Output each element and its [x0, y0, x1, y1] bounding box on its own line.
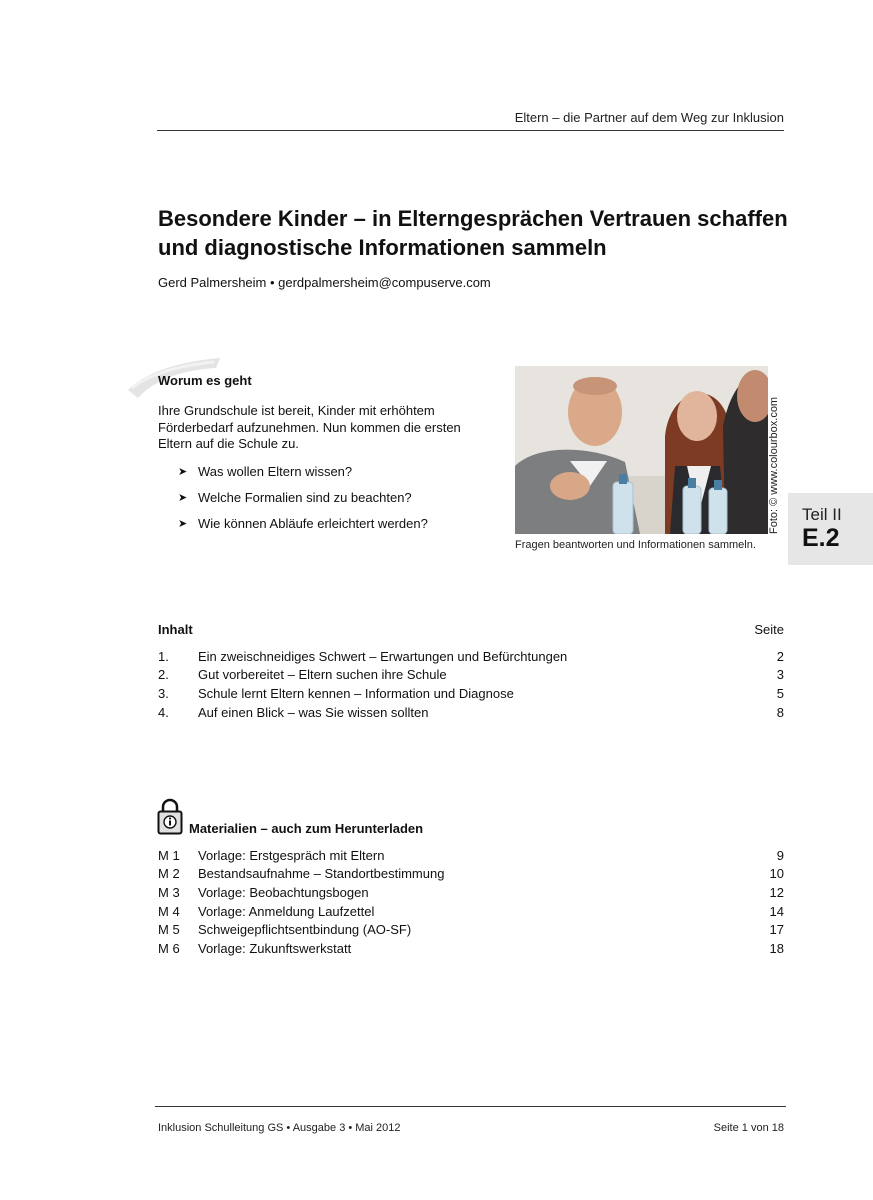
lock-info-icon — [157, 798, 183, 835]
material-page: 18 — [769, 941, 784, 956]
material-row — [158, 866, 784, 884]
material-text: Vorlage: Erstgespräch mit Eltern — [198, 848, 385, 863]
material-row — [158, 904, 784, 922]
toc-page-heading: Seite — [754, 622, 784, 637]
materials-heading: Materialien – auch zum Herunterladen — [189, 821, 424, 836]
section-part: Teil II — [802, 505, 842, 524]
material-text: Vorlage: Zukunftswerkstatt — [198, 941, 352, 956]
bullet-text: Was wollen Eltern wissen? — [198, 464, 353, 479]
toc-heading: Inhalt — [158, 622, 193, 637]
intro-heading: Worum es geht — [158, 373, 252, 388]
material-page: 14 — [769, 904, 784, 919]
toc-number: 2. — [158, 667, 169, 682]
page-title: Besondere Kinder – in Elterngesprächen Vertrauen schaffen und diagnostische Informationen sammeln — [158, 206, 788, 260]
material-text: Vorlage: Beobachtungsbogen — [198, 885, 369, 900]
footer-page-info: Seite 1 von 18 — [713, 1122, 784, 1134]
material-text: Vorlage: Anmeldung Laufzettel — [198, 904, 375, 919]
material-page: 9 — [776, 848, 784, 863]
author-line: Gerd Palmersheim • gerdpalmersheim@compuserve.com — [158, 275, 491, 290]
material-page: 10 — [769, 866, 784, 881]
meeting-photo — [515, 366, 768, 534]
bullet-text: Wie können Abläufe erleichtert werden? — [198, 516, 428, 531]
header-rule — [157, 130, 784, 131]
toc-text: Schule lernt Eltern kennen – Information und Diagnose — [198, 686, 514, 701]
arrowhead-icon: ➤ — [178, 492, 188, 504]
toc-row — [158, 686, 784, 704]
material-number: M 4 — [158, 904, 180, 919]
toc-page: 2 — [776, 649, 784, 664]
material-row — [158, 848, 784, 866]
toc-page: 5 — [776, 686, 784, 701]
intro-text: Ihre Grundschule ist bereit, Kinder mit erhöhtem Förderbedarf aufzunehmen. Nun kommen die ersten Eltern auf die Schule zu. — [158, 403, 461, 451]
arrowhead-icon: ➤ — [178, 518, 188, 530]
toc-number: 1. — [158, 649, 169, 664]
material-row — [158, 922, 784, 940]
toc-text: Ein zweischneidiges Schwert – Erwartungen und Befürchtungen — [198, 649, 568, 664]
toc-page: 3 — [776, 667, 784, 682]
material-row — [158, 885, 784, 903]
running-header: Eltern – die Partner auf dem Weg zur Inklusion — [514, 110, 784, 125]
material-number: M 3 — [158, 885, 180, 900]
material-number: M 6 — [158, 941, 180, 956]
toc-row — [158, 667, 784, 685]
toc-page: 8 — [776, 705, 784, 720]
footer-publication: Inklusion Schulleitung GS • Ausgabe 3 • Mai 2012 — [158, 1122, 401, 1134]
material-text: Schweigepflichtsentbindung (AO-SF) — [198, 922, 412, 937]
section-tab — [788, 493, 873, 565]
list-item — [178, 516, 428, 542]
bullet-text: Welche Formalien sind zu beachten? — [198, 490, 412, 505]
toc-number: 3. — [158, 686, 169, 701]
footer-rule — [155, 1106, 786, 1107]
toc-number: 4. — [158, 705, 169, 720]
material-number: M 2 — [158, 866, 180, 881]
material-row — [158, 941, 784, 959]
toc-row — [158, 649, 784, 667]
material-number: M 1 — [158, 848, 180, 863]
toc-text: Auf einen Blick – was Sie wissen sollten — [198, 705, 429, 720]
material-number: M 5 — [158, 922, 180, 937]
material-page: 12 — [769, 885, 784, 900]
material-page: 17 — [769, 922, 784, 937]
intro-bullet-list — [178, 464, 428, 542]
material-text: Bestandsaufnahme – Standortbestimmung — [198, 866, 445, 881]
list-item — [178, 490, 428, 516]
photo-caption: Fragen beantworten und Informationen sammeln. — [515, 539, 756, 551]
toc-text: Gut vorbereitet – Eltern suchen ihre Schule — [198, 667, 447, 682]
section-code: E.2 — [802, 524, 840, 552]
list-item — [178, 464, 428, 490]
photo-credit: Foto: © www.colourbox.com — [768, 396, 780, 534]
toc-row — [158, 705, 784, 723]
arrowhead-icon: ➤ — [178, 466, 188, 478]
